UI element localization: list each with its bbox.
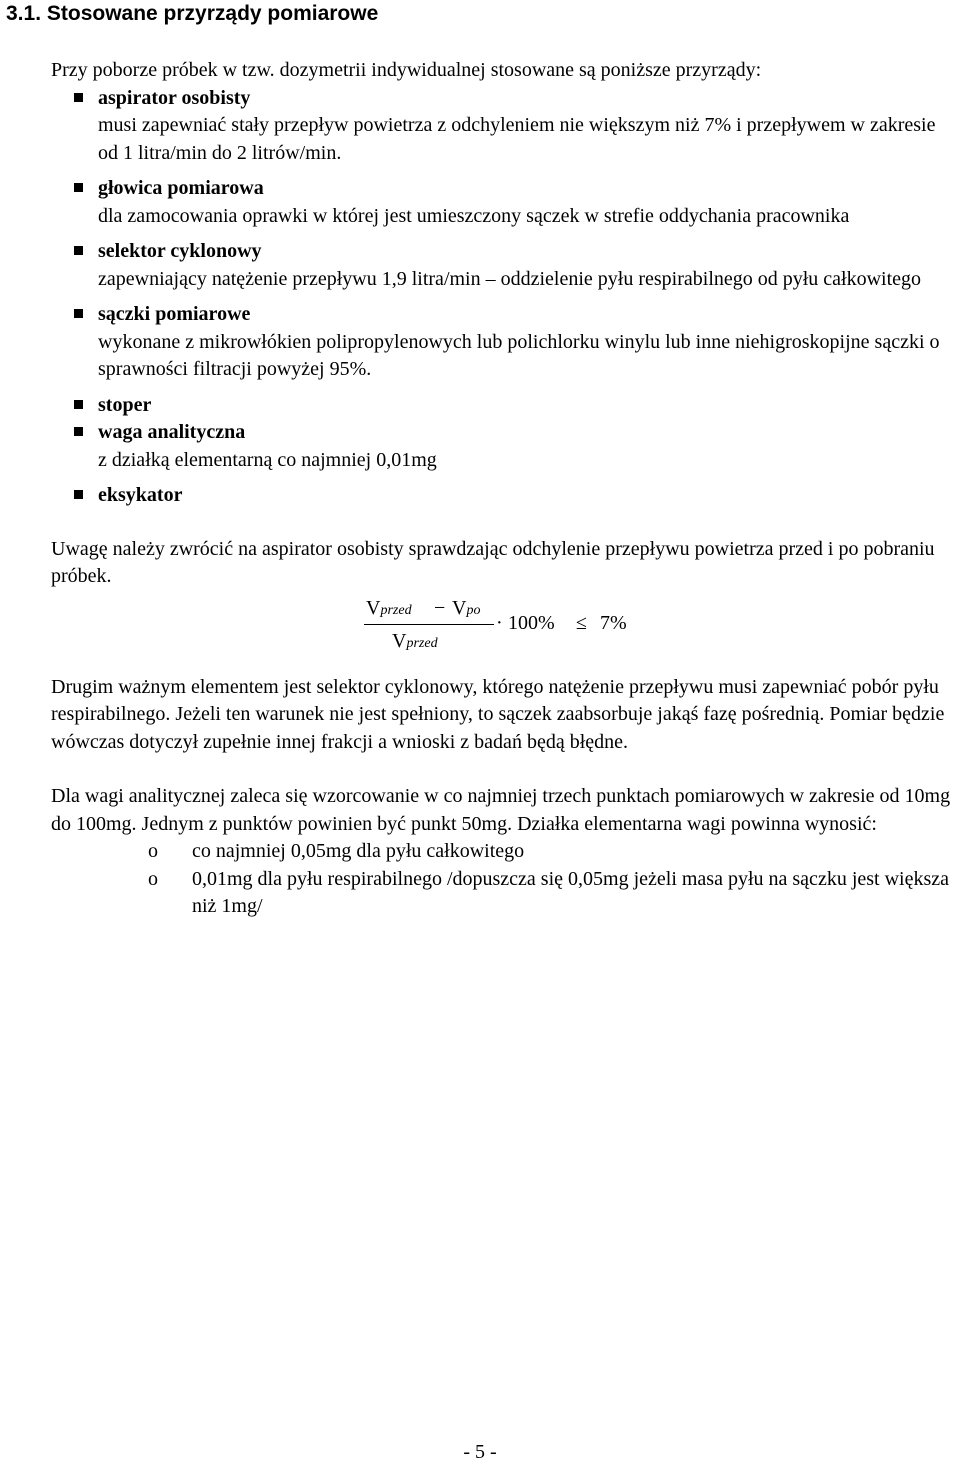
square-bullet-icon [74,93,83,102]
formula-hundred-percent: 100% [508,611,555,634]
equipment-name: stoper [98,393,152,416]
note-paragraph: Uwagę należy zwrócić na aspirator osobisty sprawdzając odchylenie przepływu powietrza przed i po pobraniu próbek. [51,537,935,587]
deviation-formula [364,595,957,667]
formula-limit: 7% [600,611,627,634]
scale-requirement-item [51,838,957,866]
scale-requirement-item [51,866,957,921]
intro-paragraph: Przy poborze próbek w tzw. dozymetrii indywidualnej stosowane są poniższe przyrządy: [51,59,762,81]
page-number: - 5 - [463,1441,497,1463]
scale-requirements-list [51,838,957,921]
equipment-item-stopwatch [51,392,957,420]
equipment-name: selektor cyklonowy [98,240,262,262]
formula-numerator-v2: Vpo [452,596,481,619]
equipment-item-filters [51,301,957,384]
equipment-item-analytical-scale [51,419,957,474]
equipment-list [51,85,957,510]
formula-minus: − [434,596,446,619]
equipment-name: aspirator osobisty [98,86,251,109]
formula-leq: ≤ [576,611,587,634]
formula-denominator: Vprzed [392,629,438,652]
equipment-name: sączki pomiarowe [98,303,251,325]
circle-bullet: o [148,867,158,890]
formula-multiply: · [496,611,503,634]
equipment-item-aspirator [51,85,957,168]
equipment-description: musi zapewniać stały przepływ powietrza z odchyleniem nie większym niż 7% i przepływem w zakresie od 1 litra/min do 2 litrów/min. [98,114,936,164]
square-bullet-icon [74,309,83,318]
equipment-description: wykonane z mikrowłókien polipropylenowych lub polichlorku winylu lub inne niehigroskopijne sączki o sprawności filtracji powyżej 95%. [98,330,940,380]
equipment-description: dla zamocowania oprawki w której jest umieszczony sączek w strefie oddychania pracownika [98,204,850,227]
square-bullet-icon [74,490,83,499]
equipment-description: z działką elementarną co najmniej 0,01mg [98,448,437,471]
equipment-description: zapewniający natężenie przepływu 1,9 litra/min – oddzielenie pyłu respirabilnego od pyłu całkowitego [98,267,922,290]
equipment-item-measuring-head [51,175,957,230]
fraction-bar [364,624,494,625]
scale-paragraph: Dla wagi analitycznej zaleca się wzorcowanie w co najmniej trzech punktach pomiarowych w zakresie od 10mg do 100mg. Jednym z punktów powinien być punkt 50mg. Działka elementarna wagi powinna wynosić: [51,785,951,835]
equipment-name: eksykator [98,484,183,506]
equipment-name: głowica pomiarowa [98,177,264,199]
equipment-item-cyclone-selector [51,238,957,293]
square-bullet-icon [74,183,83,192]
scale-requirement-text: 0,01mg dla pyłu respirabilnego /dopuszcza się 0,05mg jeżeli masa pyłu na sączku jest większa niż 1mg/ [192,867,950,917]
square-bullet-icon [74,427,83,436]
selector-paragraph: Drugim ważnym elementem jest selektor cyklonowy, którego natężenie przepływu musi zapewniać pobór pyłu respirabilnego. Jeżeli ten warunek nie jest spełniony, to sączek zaabsorbuje jakąś fazę pośrednią. Pomiar będzie wówczas dotyczył zupełnie innej frakcji a wnioski z badań będą błędne. [51,675,945,753]
section-title: 3.1. Stosowane przyrządy pomiarowe [6,2,379,25]
square-bullet-icon [74,246,83,255]
scale-requirement-text: co najmniej 0,05mg dla pyłu całkowitego [192,840,525,862]
equipment-item-desiccator [51,482,957,510]
formula-numerator-v1: Vprzed [366,596,412,619]
square-bullet-icon [74,400,83,409]
circle-bullet: o [148,840,158,862]
document-body [51,57,957,921]
equipment-name: waga analityczna [98,421,246,443]
